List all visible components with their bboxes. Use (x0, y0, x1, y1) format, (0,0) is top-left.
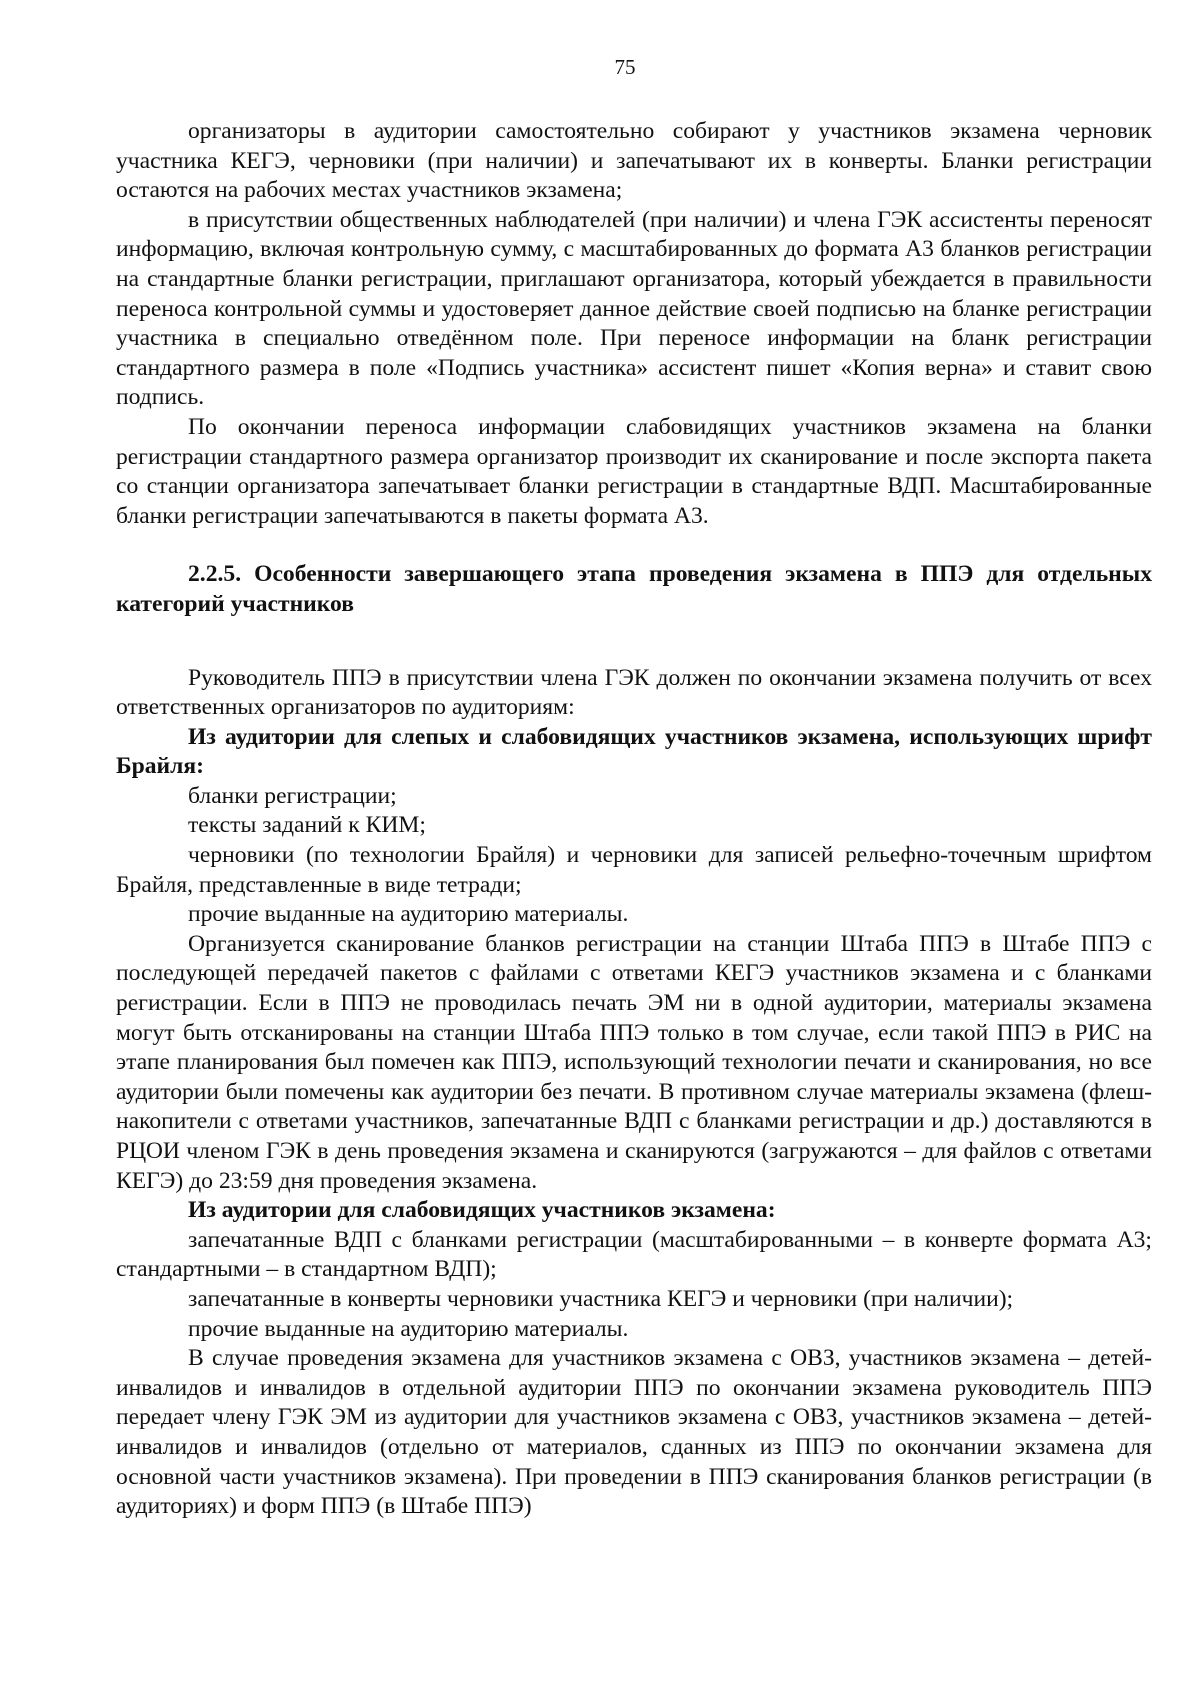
list-item: запечатанные в конверты черновики участника КЕГЭ и черновики (при наличии); (188, 1285, 1014, 1312)
list-item: тексты заданий к КИМ; (188, 812, 426, 839)
paragraph: Руководитель ППЭ в присутствии члена ГЭК должен по окончании экзамена получить от всех ответственных организаторов по аудиториям: (116, 664, 1152, 721)
list-item: черновики (по технологии Брайля) и черновики для записей рельефно-точечным шрифтом Брайля, представленные в виде тетради; (116, 842, 1152, 898)
paragraph: По окончании переноса информации слабовидящих участников экзамена на бланки регистрации стандартного размера организатор производит их сканирование и после экспорта пакета со станции организатора запечатывает бланки регистрации в стандартные ВДП. Масштабированные бланки регистрации запечатываются в пакеты формата А3. (116, 413, 1152, 529)
list-item: прочие выданные на аудиторию материалы. (188, 901, 629, 928)
paragraph: организаторы в аудитории самостоятельно собирают у участников экзамена черновик участника КЕГЭ, черновики (при наличии) и запечатывают их в конверты. Бланки регистрации остаются на рабочих местах участников экзамена; (116, 118, 1152, 204)
section-heading: 2.2.5. Особенности завершающего этапа проведения экзамена в ППЭ для отдельных категорий участников (116, 561, 1152, 617)
paragraph: Организуется сканирование бланков регистрации на станции Штаба ППЭ в Штабе ППЭ с последующей передачей пакетов с файлами с ответами КЕГЭ участников экзамена и с бланками регистрации. Если в ППЭ не проводилась печать ЭМ ни в одной аудитории, материалы экзамена могут быть отсканированы на станции Штаба ППЭ только в том случае, если такой ППЭ в РИС на этапе планирования был помечен как ППЭ, использующий технологии печати и сканирования, но все аудитории были помечены как аудитории без печати. В противном случае материалы экзамена (флеш-накопители с ответами участников, запечатанные ВДП с бланками регистрации и др.) доставляются в РЦОИ членом ГЭК в день проведения экзамена и сканируются (загружаются – для файлов с ответами КЕГЭ) до 23:59 дня проведения экзамена. (116, 930, 1152, 1194)
list-item: запечатанные ВДП с бланками регистрации (масштабированными – в конверте формата А3; стандартными – в стандартном ВДП); (116, 1226, 1152, 1283)
document-body (116, 117, 1152, 1522)
subheading: Из аудитории для слепых и слабовидящих участников экзамена, использующих шрифт Брайля: (116, 723, 1152, 780)
paragraph: в присутствии общественных наблюдателей (при наличии) и члена ГЭК ассистенты переносят информацию, включая контрольную сумму, с масштабированных до формата А3 бланков регистрации на стандартные бланки регистрации, приглашают организатора, который убеждается в правильности переноса контрольной суммы и удостоверяет данное действие своей подписью на бланке регистрации участника в специально отведённом поле. При переносе информации на бланк регистрации стандартного размера в поле «Подпись участника» ассистент пишет «Копия верна» и ставит свою подпись. (116, 206, 1152, 411)
subheading: Из аудитории для слабовидящих участников экзамена: (188, 1197, 776, 1224)
page-number: 75 (614, 55, 636, 79)
list-item: бланки регистрации; (188, 782, 397, 809)
paragraph: В случае проведения экзамена для участников экзамена с ОВЗ, участников экзамена – детей-инвалидов и инвалидов в отдельной аудитории ППЭ по окончании экзамена руководитель ППЭ передает члену ГЭК ЭМ из аудитории для участников экзамена с ОВЗ, участников экзамена – детей-инвалидов и инвалидов (отдельно от материалов, сданных из ППЭ по окончании экзамена для основной части участников экзамена). При проведении в ППЭ сканирования бланков регистрации (в аудиториях) и форм ППЭ (в Штабе ППЭ) (116, 1345, 1152, 1520)
list-item: прочие выданные на аудиторию материалы. (188, 1315, 629, 1342)
